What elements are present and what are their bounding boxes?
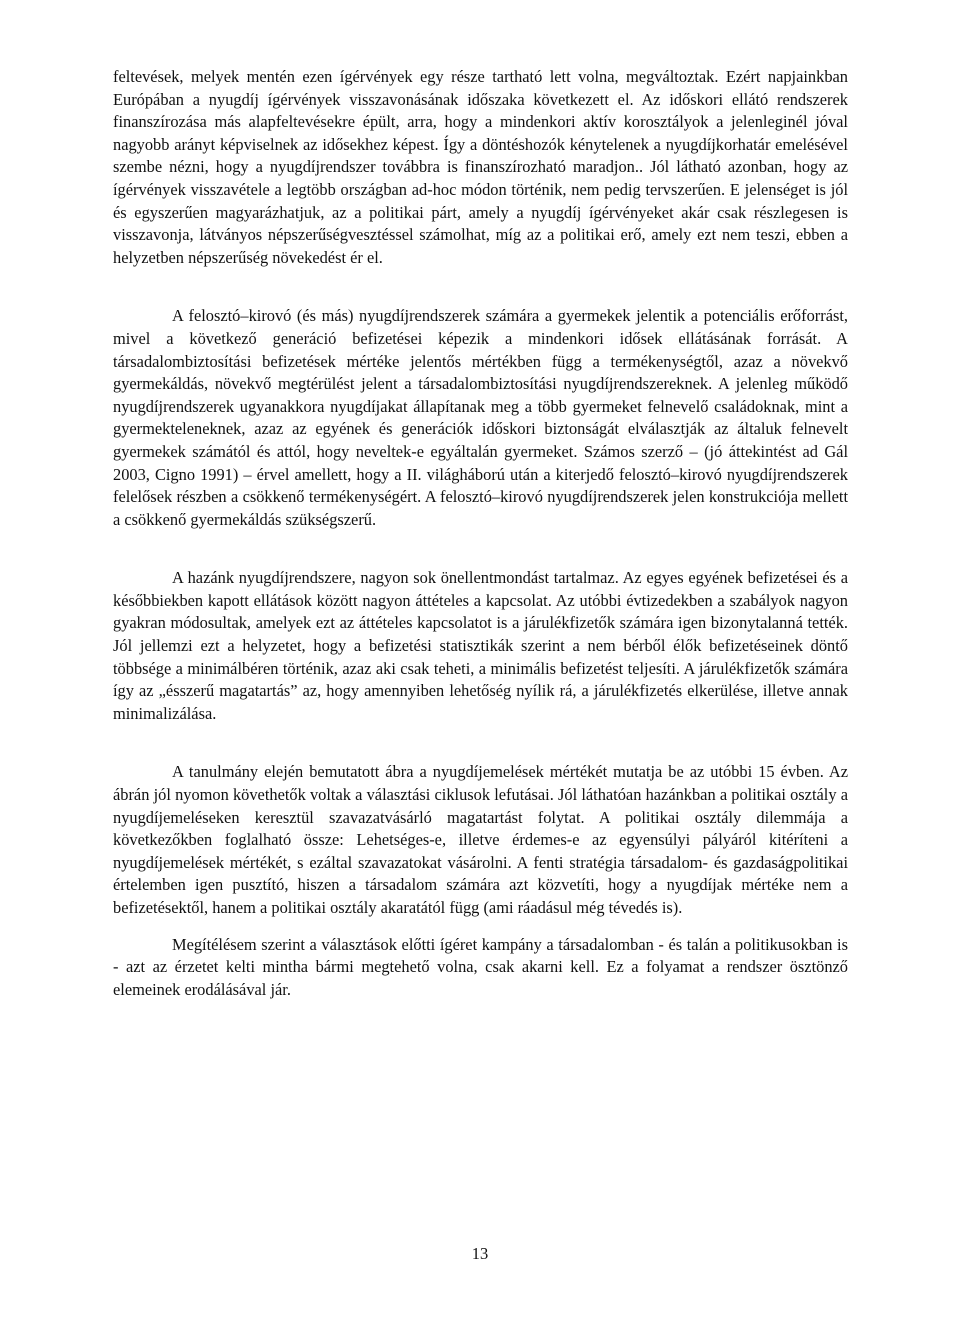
paragraph-5: Megítélésem szerint a választások előtti ígéret kampány a társadalomban - és talán a politikusokban is - azt az érzetet kelti mintha bármi megtehető volna, csak akarni kell. Ez a folyamat a rendszer ösztönző elemeinek erodálásával jár. [113, 934, 848, 999]
paragraph-1: feltevések, melyek mentén ezen ígérvények egy része tartható lett volna, megváltoztak. Ezért napjainkban Európában a nyugdíj ígérvények visszavonásának időszaka következett el. Az időskori ellátó rendszerek finanszírozása más alapfeltevésekre épült, arra, hogy a mindenkori aktív korosztályok a jelenleginél jóval nagyobb arányt képviselnek az idősekhez képest. Így a döntéshozók kénytelenek a nyugdíjkorhatár emelésével szembe nézni, hogy a nyugdíjrendszer továbbra is finanszírozható maradjon.. Jól látható azonban, hogy az ígérvények visszavétele a legtöbb országban ad-hoc módon történik, nem pedig tervszerűen. E jelenséget is jól és egyszerűen magyarázhatjuk, az a politikai párt, amely a nyugdíj ígérvényeket akár csak részlegesen is visszavonja, látványos népszerűségvesztéssel számolhat, míg az a politikai erő, amely ezt nem teszi, ebben a helyzetben népszerűség növekedést ér el. [113, 67, 848, 267]
paragraph-2: A felosztó–kirovó (és más) nyugdíjrendszerek számára a gyermekek jelentik a potenciális erőforrást, mivel a következő generáció befizetései képezik a mindenkori idősek ellátásának forrását. A társadalombiztosítási befizetések mértéke jelentős mértékben függ a termékenységtől, azaz a növekvő gyermekáldás, növekvő megtérülést jelent a társadalombiztosítási nyugdíjrendszereknek. A jelenleg működő nyugdíjrendszerek ugyanakkora nyugdíjakat állapítanak meg a több gyermeket felnevelő családoknak, mint a gyermekteleneknek, azaz az egyének és generációk időskori biztonságát elválasztják az általuk felnevelt gyermekek számától és attól, hogy neveltek-e egyáltalán gyermeket. Számos szerző – (jó áttekintést ad Gál 2003, Cigno 1991) – érvel amellett, hogy a II. világháború után a kiterjedő felosztó–kirovó nyugdíjrendszerek felelősek részben a csökkenő termékenységért. A felosztó–kirovó nyugdíjrendszerek jelen konstrukciója mellett a csökkenő gyermekáldás szükségszerű. [113, 306, 848, 529]
paragraph-3: A hazánk nyugdíjrendszere, nagyon sok önellentmondást tartalmaz. Az egyes egyének befizetései és a későbbiekben kapott ellátások között nagyon áttételes a kapcsolat. Az utóbbi évtizedekben a szabályok nagyon gyakran módosultak, amelyek ezt az áttételes kapcsolatot is a járulékfizetők számára igen bizonytalanná tették. Jól jellemzi ezt a helyzetet, hogy a befizetési statisztikák szerint a nem bérből élők befizetéseinek döntő többsége a minimálbéren történik, azaz aki csak teheti, a minimális befizetést teljesíti. A járulékfizetők számára így az „ésszerű magatartás” az, hogy amennyiben lehetőség nyílik rá, a járulékfizetés elkerülése, illetve annak minimalizálása. [113, 568, 848, 723]
document-page [113, 66, 848, 1001]
paragraph-4: A tanulmány elején bemutatott ábra a nyugdíjemelések mértékét mutatja be az utóbbi 15 évben. Az ábrán jól nyomon követhetők voltak a választási ciklusok lefutásai. Jól láthatóan hazánkban a politikai osztály a nyugdíjemeléseken keresztül szavazatvásárló magatartást folytat. A politikai osztály dilemmája a következőkben foglalható össze: Lehetséges-e, illetve érdemes-e az egyensúlyi pályáról kitéríteni a nyugdíjemelések mértékét, s ezáltal szavazatokat vásárolni. A fenti stratégia társadalom- és gazdaságpolitikai értelemben igen pusztító, hiszen a társadalom számára azt közvetíti, hogy a nyugdíjak mértéke nem a befizetésektől, hanem a politikai osztály akaratától függ (ami ráadásul még tévedés is). [113, 762, 848, 917]
page-number: 13 [471, 1244, 489, 1263]
